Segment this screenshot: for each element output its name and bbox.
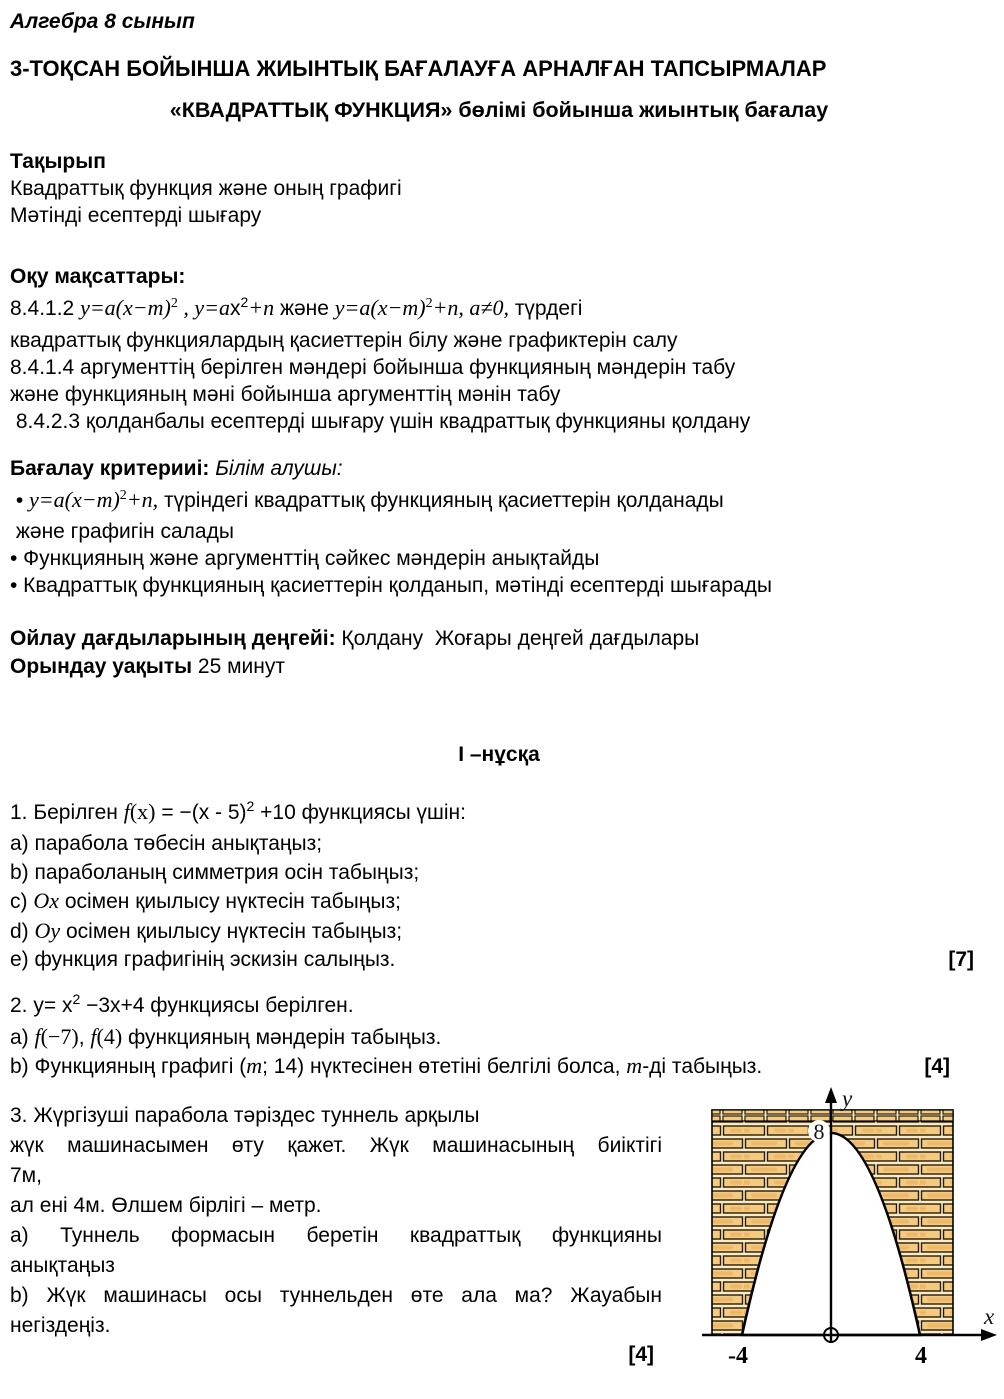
- text-segment: ; 14) нүктесінен өтетіні белгілі болса,: [262, 1054, 627, 1078]
- text-segment: y=a(x−m): [80, 295, 171, 320]
- objective-line: 8.4.1.4 аргументтің берілген мәндері бойынша функцияның мәндерін табу: [10, 356, 736, 379]
- problem-2: [10, 989, 988, 1081]
- text-segment: 8.4.1.2: [10, 297, 81, 320]
- text-segment: (4): [96, 1023, 123, 1049]
- variant-title: І –нұсқа: [458, 743, 540, 766]
- criteria-label: Бағалау критерииі:: [10, 457, 210, 480]
- text-segment: +n, a≠0,: [432, 295, 509, 320]
- text-segment: ,: [177, 295, 195, 320]
- text-segment: 2: [425, 296, 433, 311]
- objective-line: 8.4.2.3 қолданбалы есептерді шығару үшін квадраттық функцияны қолдану: [10, 410, 751, 433]
- criteria-bullet-cont: және графигін салады: [10, 520, 234, 543]
- text-segment: +n,: [126, 487, 159, 512]
- text-segment: х: [229, 297, 241, 320]
- text-segment: 2: [119, 488, 127, 503]
- text-segment: f: [34, 1023, 41, 1049]
- text-segment: Oy: [34, 917, 61, 943]
- problem-1-intro: [10, 795, 988, 830]
- text-segment: түрдегі: [508, 297, 583, 320]
- vertex-height-label: 8: [813, 1119, 825, 1144]
- topic-line: Квадраттық функция және оның графигі: [10, 177, 402, 200]
- problem-3-line: b) Жүк машинасы осы туннельден өте ала ма? Жауабын: [10, 1283, 662, 1307]
- problem-3-line: жүк машинасымен өту қажет. Жүк машинасының биіктігі: [10, 1133, 662, 1157]
- x-axis-label: x: [984, 1304, 995, 1329]
- topic-label: Тақырып: [10, 150, 106, 173]
- text-segment: түріндегі квадраттық функцияның қасиеттерін қолданады: [158, 489, 724, 512]
- objectives-section: [10, 263, 988, 435]
- text-segment: 2: [240, 294, 249, 310]
- objectives-label: Оқу мақсаттары:: [10, 265, 186, 288]
- text-segment: +n: [248, 295, 275, 320]
- problem-1: [10, 795, 988, 975]
- text-segment: осімен қиылысу нүктесін табыңыз;: [60, 919, 403, 943]
- title-line1: 3-ТОҚСАН БОЙЫНША ЖИЫНТЫҚ БАҒАЛАУҒА АРНАЛҒАН ТАПСЫРМАЛАР: [10, 56, 827, 81]
- problem-2-item-a: [10, 1023, 988, 1052]
- problem-3-line: 7м,: [10, 1163, 42, 1187]
- text-segment: 2: [72, 990, 81, 1007]
- criteria-label-italic: Білім алушы:: [209, 457, 343, 480]
- text-segment: b) Функцияның графигі (: [10, 1054, 247, 1078]
- problem-3-line: негіздеңіз.: [10, 1313, 111, 1337]
- objective-formula-line: [10, 290, 988, 327]
- text-segment: функцияның мәндерін табыңыз.: [122, 1025, 442, 1049]
- right-intercept-label: 4: [915, 1343, 927, 1369]
- problem-1-item-e-row: [10, 946, 988, 975]
- skills-label: Ойлау дағдыларының деңгейі:: [10, 627, 336, 650]
- problem-2-intro: [10, 989, 988, 1023]
- criteria-section: [10, 455, 988, 599]
- problem-1-item-e: e) функция графигінің эскизін салыңыз.: [10, 948, 396, 971]
- skills-value: Қолдану Жоғары деңгей дағдылары: [335, 627, 700, 650]
- text-segment: -ді табыңыз.: [642, 1054, 763, 1078]
- text-segment: m: [626, 1052, 643, 1078]
- text-segment: осімен қиылысу нүктесін табыңыз;: [58, 890, 401, 913]
- problem-2-item-b-row: [10, 1052, 988, 1081]
- problem-3-line: 3. Жүргізуші парабола тәріздес туннель арқылы: [10, 1103, 480, 1127]
- y-axis-label: y: [842, 1086, 853, 1111]
- text-segment: (−7): [40, 1023, 79, 1049]
- text-segment: 1. Берілген: [10, 801, 124, 824]
- time-label: Орындау уақыты: [10, 655, 193, 678]
- tunnel-figure-svg: [700, 1085, 1000, 1385]
- text-segment: ,: [78, 1025, 91, 1049]
- x-axis-arrow: [981, 1329, 997, 1341]
- text-segment: (x): [129, 799, 156, 824]
- text-segment: c): [10, 890, 34, 913]
- text-segment: •: [10, 489, 30, 512]
- text-segment: y=a: [194, 295, 230, 320]
- left-intercept-label: -4: [728, 1343, 748, 1369]
- time-row: [10, 653, 988, 681]
- text-segment: a): [10, 1025, 35, 1049]
- skills-section: [10, 625, 988, 681]
- text-segment: 2: [246, 798, 255, 814]
- problem-2-score: [4]: [924, 1054, 950, 1078]
- text-segment: −3x+4 функциясы берілген.: [80, 993, 354, 1017]
- y-axis-arrow: [825, 1087, 837, 1103]
- problem-1-score: [7]: [948, 948, 974, 971]
- text-segment: f: [123, 799, 130, 824]
- text-segment: y=a(x−m): [334, 295, 426, 320]
- problem-1-item-c: [10, 887, 988, 917]
- text-segment: d): [10, 919, 35, 943]
- text-segment: +10 функциясы үшін:: [254, 801, 466, 824]
- problem-3: [10, 1101, 662, 1369]
- text-segment: m: [246, 1052, 263, 1078]
- problem-3-line: а) Туннель формасын беретін квадраттық функцияны: [10, 1223, 662, 1247]
- text-segment: y=a(x−m): [29, 487, 120, 512]
- criteria-label-row: [10, 455, 988, 483]
- skills-row: [10, 625, 988, 653]
- problem-3-line: ал ені 4м. Өлшем бірлігі – метр.: [10, 1193, 322, 1217]
- brick-wall-coping: [712, 1110, 953, 1121]
- criteria-bullet: [10, 483, 988, 518]
- text-segment: 2: [170, 296, 178, 311]
- topic-section: [10, 148, 988, 229]
- problem-1-item-a: a) парабола төбесін анықтаңыз;: [10, 832, 323, 855]
- subject-heading: Алгебра 8 сынып: [10, 10, 195, 33]
- problem-1-item-d: [10, 917, 988, 947]
- problem-2-item-b: [10, 1052, 762, 1081]
- topic-line: Мәтінді есептерді шығару: [10, 204, 262, 227]
- criteria-bullet: • Функцияның және аргументтің сәйкес мәндерін анықтайды: [10, 547, 600, 570]
- text-segment: f: [90, 1023, 97, 1049]
- text-segment: 2. y= x: [10, 993, 73, 1017]
- time-value: 25 минут: [192, 655, 285, 678]
- criteria-bullet: • Квадраттық функцияның қасиеттерін қолданып, мәтінді есептерді шығарады: [10, 574, 772, 597]
- problem-3-score: [4]: [628, 1342, 654, 1366]
- text-segment: = −(x - 5): [155, 801, 247, 824]
- objective-line: және функцияның мәні бойынша аргументтің мәнін табу: [10, 383, 561, 406]
- text-segment: және: [274, 297, 335, 320]
- objective-line: квадраттық функциялардың қасиеттерін білу және графиктерін салу: [10, 329, 678, 352]
- problem-1-item-b: b) параболаның симметрия осін табыңыз;: [10, 860, 420, 884]
- text-segment: Ox: [33, 888, 59, 913]
- problem-3-line: анықтаңыз: [10, 1253, 115, 1277]
- title-line2: «КВАДРАТТЫҚ ФУНКЦИЯ» бөлімі бойынша жиынтық бағалау: [169, 98, 829, 122]
- tunnel-figure: [700, 1085, 1000, 1385]
